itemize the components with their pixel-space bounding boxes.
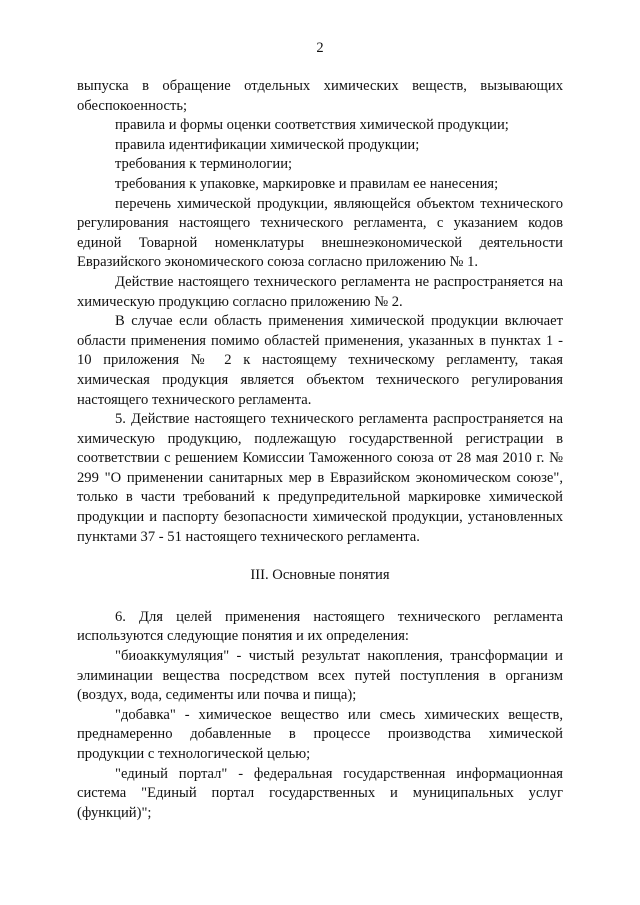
paragraph: требования к упаковке, маркировке и правилам ее нанесения; xyxy=(115,175,499,192)
paragraph: В случае если область применения химической продукции включает области применения помимо областей применения, указанных в пунктах 1 - 10 приложения № 2 к настоящему техническому регламенту, такая химическая продукция является объектом технического регулирования настоящего технического регламента. xyxy=(77,313,563,408)
section-heading: III. Основные понятия xyxy=(250,567,390,584)
paragraph: выпуска в обращение отдельных химических веществ, вызывающих обеспокоенность; xyxy=(77,78,563,114)
document-body xyxy=(77,77,563,823)
paragraph: требования к терминологии; xyxy=(115,156,293,173)
paragraph: перечень химической продукции, являющейся объектом технического регулирования настоящего технического регламента, с указанием кодов единой Товарной номенклатуры внешнеэкономической деятельности Евразийского экономического союза согласно приложению № 1. xyxy=(77,195,563,271)
paragraph: Действие настоящего технического регламента не распространяется на химическую продукцию согласно приложению № 2. xyxy=(77,273,563,310)
definition-paragraph: "добавка" - химическое вещество или смесь химических веществ, преднамеренно добавленные в процессе производства химической продукции с технологической целью; xyxy=(77,706,563,762)
paragraph: 5. Действие настоящего технического регламента распространяется на химическую продукцию, подлежащую государственной регистрации в соответствии с решением Комиссии Таможенного союза от 28 мая 2010 г. № 299 "О применении санитарных мер в Евразийском экономическом союзе", только в части требований к предупредительной маркировке химической продукции и паспорту безопасности химической продукции, установленных пунктами 37 - 51 настоящего технического регламента. xyxy=(77,411,563,545)
paragraph: правила и формы оценки соответствия химической продукции; xyxy=(115,117,509,134)
paragraph: правила идентификации химической продукции; xyxy=(115,136,420,153)
page-number: 2 xyxy=(316,40,324,56)
definition-paragraph: "биоаккумуляция" - чистый результат накопления, трансформации и элиминации вещества посредством всех путей поступления в организм (воздух, вода, седименты или почва и пища); xyxy=(77,648,563,704)
paragraph: 6. Для целей применения настоящего технического регламента используются следующие понятия и их определения: xyxy=(77,608,563,645)
definition-paragraph: "единый портал" - федеральная государственная информационная система "Единый портал государственных и муниципальных услуг (функций)"; xyxy=(77,765,563,821)
